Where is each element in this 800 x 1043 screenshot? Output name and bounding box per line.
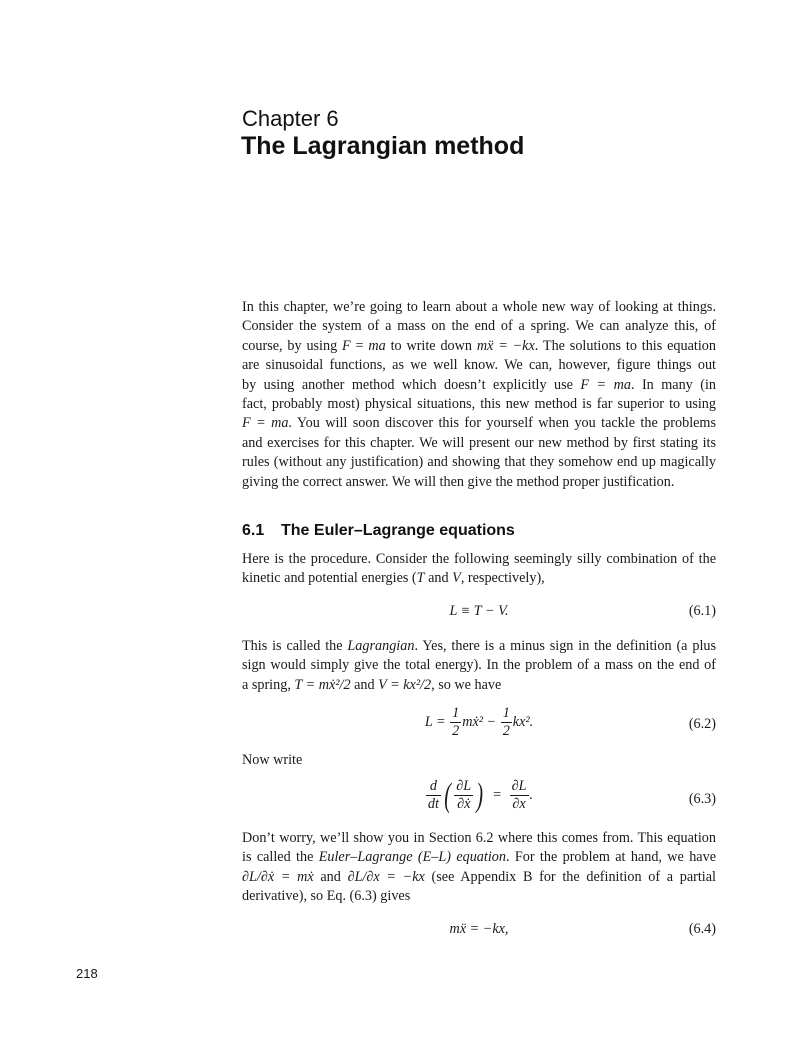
text-line: fact, probably most) physical situations, this new method is far superior to using	[242, 396, 716, 413]
equation-number: (6.3)	[688, 791, 716, 807]
text-line: F = ma. You will soon discover this for yourself when you tackle the problems	[242, 415, 716, 432]
text-line: kinetic and potential energies (T and V, respectively),	[242, 570, 545, 587]
text-line: Don’t worry, we’ll show you in Section 6.2 where this comes from. This equation	[242, 830, 716, 846]
equation-body: L = $\frac{1}{2}$ mẋ² − $\frac{1}{2}$ kx².	[424, 705, 534, 739]
text-line: derivative), so Eq. (6.3) gives	[242, 888, 411, 905]
text-line: a spring, T = mẋ²/2 and V = kx²/2, so we have	[242, 676, 502, 693]
euler-lagrange-paragraph	[242, 829, 716, 907]
chapter-title: The Lagrangian method	[241, 132, 525, 160]
text-line: course, by using F = ma to write down mẍ = −kx. The solutions to this equation	[242, 337, 716, 354]
text-line: and exercises for this chapter. We will present our new method by first stating its	[242, 434, 716, 451]
equation-number: (6.2)	[688, 716, 716, 732]
equation-6-2	[242, 705, 716, 743]
text-line: are sinusoidal functions, as we well know. We can, however, figure things out	[242, 357, 716, 374]
procedure-paragraph	[242, 550, 716, 589]
text-line: by using another method which doesn’t explicitly use F = ma. In many (in	[242, 376, 716, 393]
section-heading	[242, 522, 515, 540]
lagrangian-paragraph	[242, 637, 716, 695]
text-line: rules (without any justification) and showing that they somehow end up magically	[242, 454, 716, 471]
equation-body: mẍ = −kx,	[449, 921, 509, 937]
text-line: Here is the procedure. Consider the following seemingly silly combination of the	[242, 551, 716, 567]
page-number: 218	[76, 966, 98, 981]
text-line: giving the correct answer. We will then give the method proper justification.	[242, 473, 675, 490]
equation-6-4	[242, 921, 716, 941]
equation-6-1	[242, 603, 716, 623]
text-line: In this chapter, we’re going to learn about a whole new way of looking at things.	[242, 299, 716, 315]
text-line: ∂L/∂ẋ = mẋ and ∂L/∂x = −kx (see Appendix B for the definition of a partial	[242, 868, 716, 885]
equation-6-3	[242, 778, 716, 820]
chapter-label: Chapter 6	[242, 106, 339, 131]
text-line: Now write	[242, 752, 303, 768]
text-line: This is called the Lagrangian. Yes, there is a minus sign in the definition (a plus	[242, 638, 716, 654]
intro-paragraph	[242, 298, 716, 492]
text-line: is called the Euler–Lagrange (E–L) equation. For the problem at hand, we have	[242, 849, 716, 866]
text-line: Consider the system of a mass on the end of a spring. We can analyze this, of	[242, 318, 716, 335]
now-write-text	[242, 751, 716, 770]
equation-number: (6.1)	[688, 603, 716, 619]
equation-body: L ≡ T − V.	[449, 603, 509, 619]
text-line: sign would simply give the total energy). In the problem of a mass on the end of	[242, 657, 716, 674]
equation-body: $\frac{d}{dt}$ ( $\frac{\partial L}{\text{∂ẋ}}$ ) = $\frac{\partial L}{\partial x}$ .	[427, 776, 534, 814]
equation-number: (6.4)	[688, 921, 716, 937]
section-title: The Euler–Lagrange equations	[281, 522, 515, 539]
section-number: 6.1	[242, 522, 265, 539]
